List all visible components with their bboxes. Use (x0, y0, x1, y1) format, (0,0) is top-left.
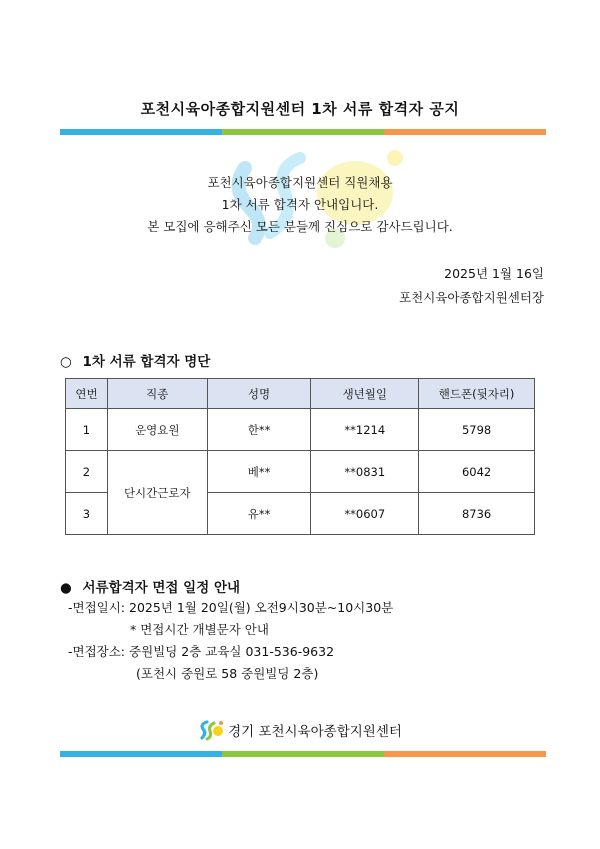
header-color-bar (60, 129, 546, 135)
cell-birth: **0831 (311, 451, 419, 493)
table-row (66, 409, 535, 451)
interview-time: -면접일시: 2025년 1월 20일(월) 오전9시30분~10시30분 (68, 600, 394, 615)
cell-name: 베** (207, 451, 311, 493)
cell-no: 3 (66, 493, 108, 535)
signer: 포천시육아종합지원센터장 (399, 290, 544, 305)
cell-phone: 6042 (419, 451, 535, 493)
intro-line-2: 1차 서류 합격자 안내입니다. (221, 197, 379, 212)
schedule-section-label: 서류합격자 면접 일정 안내 (82, 580, 241, 596)
footer-color-bar (60, 751, 546, 757)
header-no: 연번 (66, 379, 108, 409)
footer-logo (0, 718, 600, 742)
applicant-table (65, 378, 535, 535)
cell-name: 유** (207, 493, 311, 535)
interview-place: -면접장소: 중원빌딩 2층 교육실 031-536-9632 (68, 644, 335, 659)
header-job: 직종 (107, 379, 207, 409)
cell-birth: **1214 (311, 409, 419, 451)
intro-line-1: 포천시육아종합지원센터 직원채용 (207, 175, 393, 190)
dot-bullet-icon: ● (60, 580, 72, 596)
cell-birth: **0607 (311, 493, 419, 535)
cell-phone: 5798 (419, 409, 535, 451)
header-phone: 핸드폰(뒷자리) (419, 379, 535, 409)
page-title: 포천시육아종합지원센터 1차 서류 합격자 공지 (140, 100, 460, 118)
date-block (399, 262, 544, 310)
footer-org-name: 경기 포천시육아종합지원센터 (228, 724, 402, 740)
circle-bullet-icon: ○ (60, 354, 72, 370)
list-section-label: 1차 서류 합격자 명단 (82, 354, 211, 370)
list-section-title (60, 350, 210, 370)
cell-no: 2 (66, 451, 108, 493)
table-header-row (66, 379, 535, 409)
table-row (66, 451, 535, 493)
cell-job: 운영요원 (107, 409, 207, 451)
intro-line-3: 본 모집에 응해주신 모든 분들께 진심으로 감사드립니다. (147, 219, 453, 234)
intro-text (0, 172, 600, 238)
notice-date: 2025년 1월 16일 (444, 266, 544, 281)
cell-phone: 8736 (419, 493, 535, 535)
sc-logo-icon (198, 718, 224, 742)
cell-name: 한** (207, 409, 311, 451)
cell-no: 1 (66, 409, 108, 451)
schedule-section-title (60, 576, 240, 596)
schedule-details (68, 597, 393, 685)
header-birth: 생년월일 (311, 379, 419, 409)
interview-time-note: * 면접시간 개별문자 안내 (130, 622, 269, 637)
header-name: 성명 (207, 379, 311, 409)
cell-job: 단시간근로자 (107, 451, 207, 535)
interview-place-note: (포천시 중원로 58 중원빌딩 2층) (136, 666, 319, 681)
